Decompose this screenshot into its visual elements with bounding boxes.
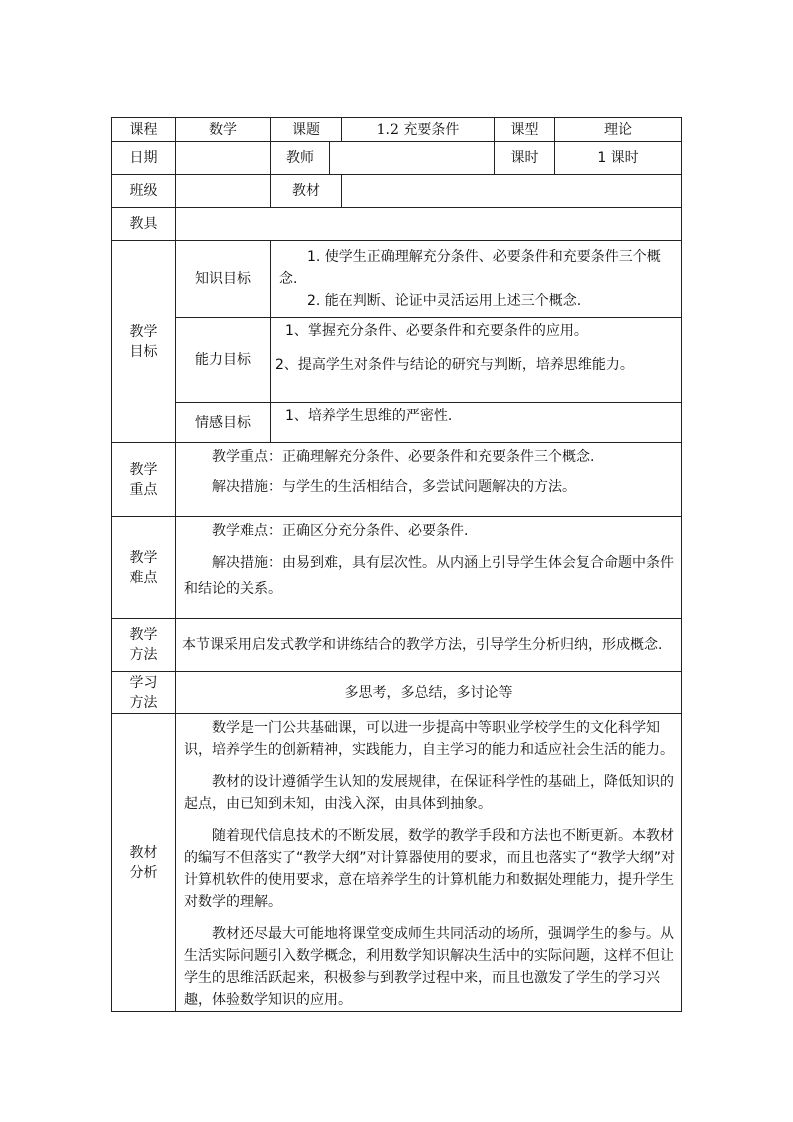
header-row-tools bbox=[112, 208, 682, 241]
class-value bbox=[176, 175, 271, 208]
header-row-class bbox=[112, 175, 682, 208]
difficulty-line-2: 解决措施：由易到难，具有层次性。从内涵上引导学生体会复合命题中条件和结论的关系。 bbox=[184, 555, 674, 597]
methods-label bbox=[112, 619, 176, 672]
analysis-content bbox=[176, 714, 682, 1012]
ability-goal-item-2: 2、提高学生对条件与结论的研究与判断，培养思维能力。 bbox=[275, 357, 634, 373]
analysis-paragraph-4: 教材还尽最大可能地将课堂变成师生共同活动的场所，强调学生的参与。从生活实际问题引入数学概念，利用数学知识解决生活中的实际问题，这样不但让学生的思维活跃起来，积极参与到教学过程中来，而且也激发了学生的学习兴趣，体验数学知识的应用。 bbox=[184, 926, 674, 1008]
header-row-course bbox=[112, 118, 682, 142]
hours-value: 1 课时 bbox=[555, 142, 682, 175]
study-label-line2: 方法 bbox=[129, 694, 158, 711]
ability-goal-label: 能力目标 bbox=[176, 318, 271, 403]
study-row bbox=[112, 672, 682, 714]
goals-label-line1: 教学 bbox=[129, 323, 158, 340]
goal-row-knowledge bbox=[112, 241, 682, 318]
key-point-line-2: 解决措施：与学生的生活相结合，多尝试问题解决的方法。 bbox=[212, 479, 576, 495]
knowledge-goal-label: 知识目标 bbox=[176, 241, 271, 318]
analysis-label-line2: 分析 bbox=[129, 864, 158, 881]
header-row-date bbox=[112, 142, 682, 175]
emotion-goal-content bbox=[271, 403, 682, 443]
ability-goal-content bbox=[271, 318, 682, 403]
date-label: 日期 bbox=[112, 142, 176, 175]
topic-label: 课题 bbox=[271, 118, 342, 142]
type-value: 理论 bbox=[555, 118, 682, 142]
difficulties-content bbox=[176, 517, 682, 619]
analysis-label bbox=[112, 714, 176, 1012]
tools-label: 教具 bbox=[112, 208, 176, 241]
teacher-label: 教师 bbox=[271, 142, 330, 175]
hours-label: 课时 bbox=[495, 142, 555, 175]
textbook-value bbox=[342, 175, 682, 208]
difficulties-row bbox=[112, 517, 682, 619]
analysis-paragraph-1: 数学是一门公共基础课，可以进一步提高中等职业学校学生的文化科学知识，培养学生的创新精神，实践能力，自主学习的能力和适应社会生活的能力。 bbox=[184, 720, 674, 758]
methods-label-line1: 教学 bbox=[129, 627, 158, 643]
difficulty-line-1: 教学难点：正确区分充分条件、必要条件. bbox=[212, 523, 469, 539]
analysis-paragraph-3: 随着现代信息技术的不断发展，数学的教学手段和方法也不断更新。本教材的编写不但落实了“教学大纲”对计算器使用的要求，而且也落实了“教学大纲”对计算机软件的使用要求，意在培养学生的计算机能力和数据处理能力，提升学生对数学的理解。 bbox=[184, 828, 676, 910]
knowledge-goal-content bbox=[271, 241, 682, 318]
study-label-line1: 学习 bbox=[129, 674, 158, 691]
methods-label-line2: 方法 bbox=[129, 647, 158, 663]
textbook-label: 教材 bbox=[271, 175, 342, 208]
goals-label-line2: 目标 bbox=[129, 343, 158, 360]
course-value: 数学 bbox=[176, 118, 271, 142]
difficulties-label-line1: 教学 bbox=[129, 549, 158, 566]
class-label: 班级 bbox=[112, 175, 176, 208]
key-points-label bbox=[112, 443, 176, 517]
type-label: 课型 bbox=[495, 118, 555, 142]
lesson-plan-sheet bbox=[111, 117, 682, 1012]
topic-value: 1.2 充要条件 bbox=[342, 118, 495, 142]
key-points-label-line2: 重点 bbox=[129, 481, 158, 498]
study-text: 多思考，多总结，多讨论等 bbox=[176, 672, 682, 714]
lesson-plan-table bbox=[111, 117, 682, 1012]
emotion-goal-label: 情感目标 bbox=[176, 403, 271, 443]
teacher-value bbox=[330, 142, 495, 175]
knowledge-goal-item-1: 1. 使学生正确理解充分条件、必要条件和充要条件三个概念. bbox=[279, 249, 661, 287]
study-label bbox=[112, 672, 176, 714]
knowledge-goal-item-2: 2. 能在判断、论证中灵活运用上述三个概念. bbox=[307, 293, 582, 309]
analysis-paragraph-2: 教材的设计遵循学生认知的发展规律，在保证科学性的基础上，降低知识的起点，由已知到未知，由浅入深，由具体到抽象。 bbox=[184, 774, 674, 812]
ability-goal-item-1: 1、掌握充分条件、必要条件和充要条件的应用。 bbox=[285, 323, 588, 339]
goal-row-emotion bbox=[112, 403, 682, 443]
difficulties-label bbox=[112, 517, 176, 619]
key-points-label-line1: 教学 bbox=[129, 461, 158, 478]
difficulties-label-line2: 难点 bbox=[129, 569, 158, 586]
key-point-line-1: 教学重点：正确理解充分条件、必要条件和充要条件三个概念. bbox=[212, 449, 595, 465]
emotion-goal-item-1: 1、培养学生思维的严密性. bbox=[285, 408, 453, 424]
methods-content bbox=[176, 619, 682, 672]
course-label: 课程 bbox=[112, 118, 176, 142]
goal-row-ability bbox=[112, 318, 682, 403]
methods-text: 本节课采用启发式教学和讲练结合的教学方法，引导学生分析归纳，形成概念. bbox=[182, 637, 663, 653]
date-value bbox=[176, 142, 271, 175]
analysis-row bbox=[112, 714, 682, 1012]
key-points-row bbox=[112, 443, 682, 517]
goals-label bbox=[112, 241, 176, 443]
methods-row bbox=[112, 619, 682, 672]
key-points-content bbox=[176, 443, 682, 517]
tools-value bbox=[176, 208, 682, 241]
analysis-label-line1: 教材 bbox=[129, 844, 158, 861]
